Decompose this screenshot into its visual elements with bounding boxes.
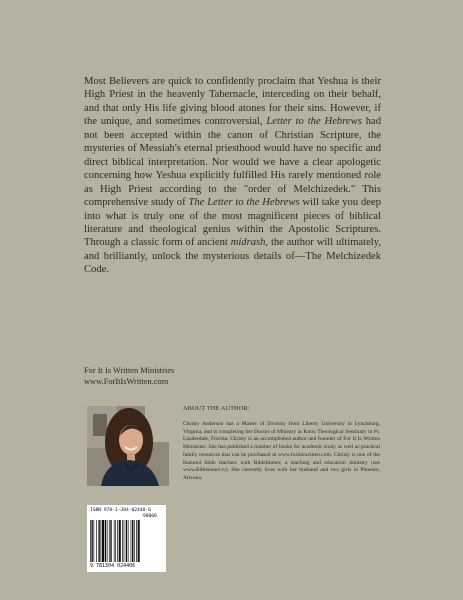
- book-title-reference: Letter to the Hebrews: [266, 116, 362, 128]
- publisher-info: [84, 366, 174, 387]
- blurb-text-3: will take you deep into what is truly one of the most magnificent pieces of biblical literature and theological genius within the Apostolic Scriptures. Through a classic form of ancient: [84, 197, 381, 249]
- blurb-text-2: had not been accepted within the canon of Christian Scripture, the mysteries of Messiah's eternal priesthood would have no specific and direct biblical interpretation. Nor would we have a clear apologetic concerning how Yeshua explicitly fulfilled His rarely mentioned role as High Priest according to the "order of Melchizedek." This comprehensive study of: [84, 116, 381, 209]
- barcode-bar: [122, 520, 123, 562]
- blurb-text-1: Most Believers are quick to confidently proclaim that Yeshua is their High Priest in the heavenly Tabernacle, interceding on their behalf, and that only His life giving blood atones for their sins. However, if the unique, and sometimes controversial,: [84, 76, 381, 128]
- barcode-bar: [94, 520, 95, 562]
- barcode-bar: [124, 520, 125, 562]
- barcode-bar: [98, 520, 99, 562]
- barcode-bar: [91, 520, 92, 562]
- barcode-bar: [105, 520, 106, 562]
- publisher-website: www.ForItIsWritten.com: [84, 376, 169, 386]
- barcode-bar: [102, 520, 104, 562]
- barcode-bar: [126, 520, 127, 562]
- barcode-bar: [119, 520, 121, 562]
- midrash-term: midrash: [230, 237, 266, 249]
- about-author-heading: ABOUT THE AUTHOR:: [183, 405, 250, 412]
- barcode-bar: [96, 520, 97, 562]
- publisher-name: For It Is Written Ministries: [84, 366, 175, 375]
- barcode-bar: [134, 520, 135, 562]
- author-bio: Christy Anderson has a Master of Divinity from Liberty University in Lynchburg, Virginia, and is completing her Doctor of Ministry at Knox Theological Seminary in Ft. Lauderdale, Florida. Christy is an accomplished author and founder of For It Is Written Ministries. She has published a number of books for academic study as well as practical family resources that can be purchased at www.foritiswritten.com. Christy is one of the featured bible teachers with BibleImmer, a teaching and education ministry (see www.Bibleisrael.tv). She currently lives with her husband and two girls in Phoenix, Arizona.: [183, 421, 380, 481]
- barcode-bar: [131, 520, 132, 562]
- back-cover-blurb: [84, 75, 381, 277]
- barcode-bar: [132, 520, 133, 562]
- barcode-bar: [107, 520, 108, 562]
- barcode-bar: [128, 520, 129, 562]
- blurb-text-4: , the author will ultimately, and brilliantly, unlock the mysterious details of—The Melchizedek Code.: [84, 237, 381, 276]
- author-photo: [87, 406, 169, 486]
- book-title-reference-2: The Letter to the Hebrews: [188, 197, 300, 209]
- barcode-bar: [115, 520, 116, 562]
- isbn-barcode: [87, 505, 166, 572]
- barcode-bar: [114, 520, 115, 562]
- barcode-bar: [136, 520, 137, 562]
- barcode-bar: [110, 520, 111, 562]
- barcode-bar: [109, 520, 110, 562]
- barcode-bars: [90, 520, 163, 562]
- isbn-number: ISBN 978-1-304-02440-6: [90, 508, 151, 513]
- barcode-bar: [101, 520, 102, 562]
- barcode-bar: [90, 520, 91, 562]
- barcode-bar: [138, 520, 140, 562]
- barcode-digits: 9 781304 024406: [90, 563, 136, 569]
- barcode-bar: [117, 520, 118, 562]
- price-code: 90000: [143, 514, 157, 519]
